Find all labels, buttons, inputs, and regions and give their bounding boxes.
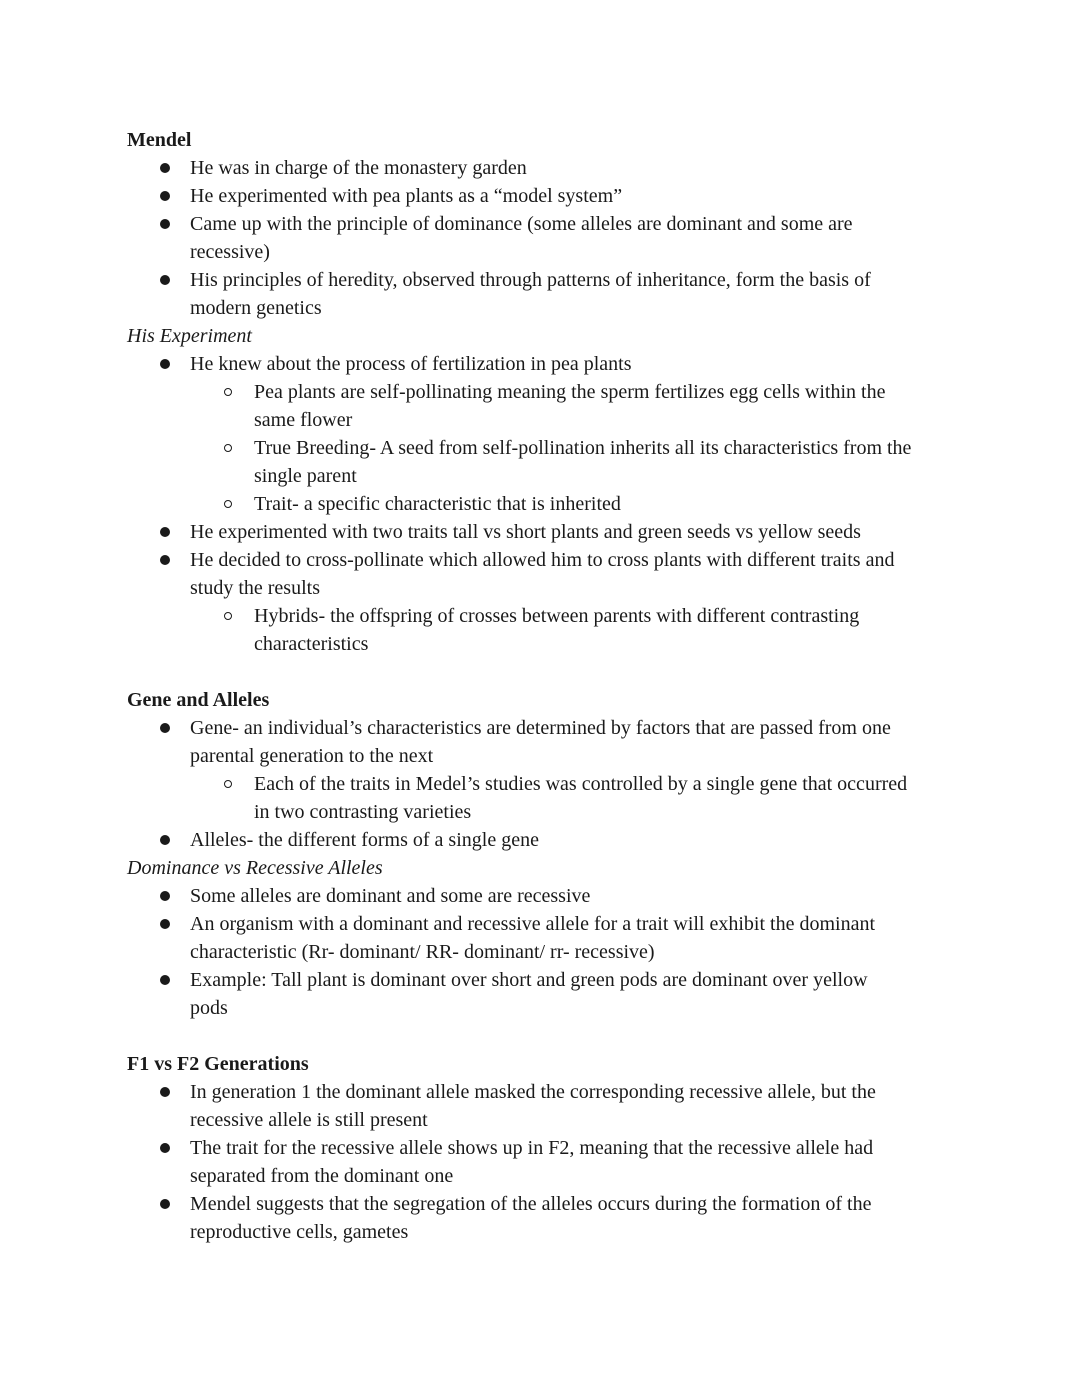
list-item: An organism with a dominant and recessive allele for a trait will exhibit the dominant: [127, 910, 957, 938]
bullet-icon: [160, 191, 170, 201]
list-item-continuation: recessive): [190, 241, 270, 263]
heading-mendel: Mendel: [127, 129, 192, 151]
hollow-bullet-icon: [224, 500, 232, 508]
spacer: [127, 658, 957, 686]
heading-his-experiment: His Experiment: [127, 325, 252, 347]
heading-generations: F1 vs F2 Generations: [127, 1053, 309, 1075]
bullet-icon: [160, 359, 170, 369]
sub-list-item: Hybrids- the offspring of crosses between parents with different contrasting: [127, 602, 957, 630]
bullet-icon: [160, 527, 170, 537]
sub-list-item-continuation: in two contrasting varieties: [254, 801, 472, 823]
sub-list-item: Pea plants are self-pollinating meaning the sperm fertilizes egg cells within the: [127, 378, 957, 406]
bullet-icon: [160, 1143, 170, 1153]
list-item-continuation: separated from the dominant one: [190, 1165, 454, 1187]
list-item: Alleles- the different forms of a single gene: [127, 826, 957, 854]
sub-list-item-continuation: single parent: [254, 465, 357, 487]
spacer: [127, 1022, 957, 1050]
list-item: Gene- an individual’s characteristics are determined by factors that are passed from one: [127, 714, 957, 742]
list-item-continuation: modern genetics: [190, 297, 322, 319]
bullet-icon: [160, 219, 170, 229]
list-item: He was in charge of the monastery garden: [127, 154, 957, 182]
bullet-icon: [160, 919, 170, 929]
heading-dominance: Dominance vs Recessive Alleles: [127, 857, 383, 879]
hollow-bullet-icon: [224, 388, 232, 396]
sub-list-item-continuation: characteristics: [254, 633, 369, 655]
list-item-continuation: parental generation to the next: [190, 745, 434, 767]
sub-list-item: Each of the traits in Medel’s studies was controlled by a single gene that occurred: [127, 770, 957, 798]
list-item: He decided to cross-pollinate which allowed him to cross plants with different traits and: [127, 546, 957, 574]
list-item: His principles of heredity, observed through patterns of inheritance, form the basis of: [127, 266, 957, 294]
list-item-continuation: recessive allele is still present: [190, 1109, 428, 1131]
list-item: Example: Tall plant is dominant over short and green pods are dominant over yellow: [127, 966, 957, 994]
hollow-bullet-icon: [224, 780, 232, 788]
list-item: He experimented with pea plants as a “model system”: [127, 182, 957, 210]
bullet-icon: [160, 1199, 170, 1209]
hollow-bullet-icon: [224, 444, 232, 452]
sub-list-item: Trait- a specific characteristic that is inherited: [127, 490, 957, 518]
bullet-icon: [160, 275, 170, 285]
sub-list-item: True Breeding- A seed from self-pollination inherits all its characteristics from the: [127, 434, 957, 462]
list-item: The trait for the recessive allele shows up in F2, meaning that the recessive allele had: [127, 1134, 957, 1162]
list-item: Some alleles are dominant and some are recessive: [127, 882, 957, 910]
bullet-icon: [160, 835, 170, 845]
list-item-continuation: reproductive cells, gametes: [190, 1221, 409, 1243]
list-item: He experimented with two traits tall vs short plants and green seeds vs yellow seeds: [127, 518, 957, 546]
list-item: Mendel suggests that the segregation of the alleles occurs during the formation of the: [127, 1190, 957, 1218]
bullet-icon: [160, 1087, 170, 1097]
sub-list-item-continuation: same flower: [254, 409, 353, 431]
bullet-icon: [160, 975, 170, 985]
document-body: [127, 126, 957, 1246]
heading-gene-and-alleles: Gene and Alleles: [127, 689, 270, 711]
bullet-icon: [160, 723, 170, 733]
list-item-continuation: study the results: [190, 577, 320, 599]
bullet-icon: [160, 555, 170, 565]
hollow-bullet-icon: [224, 612, 232, 620]
bullet-icon: [160, 163, 170, 173]
list-item: He knew about the process of fertilization in pea plants: [127, 350, 957, 378]
bullet-icon: [160, 891, 170, 901]
list-item-continuation: pods: [190, 997, 228, 1019]
list-item: Came up with the principle of dominance (some alleles are dominant and some are: [127, 210, 957, 238]
list-item: In generation 1 the dominant allele masked the corresponding recessive allele, but the: [127, 1078, 957, 1106]
list-item-continuation: characteristic (Rr- dominant/ RR- dominant/ rr- recessive): [190, 941, 655, 963]
